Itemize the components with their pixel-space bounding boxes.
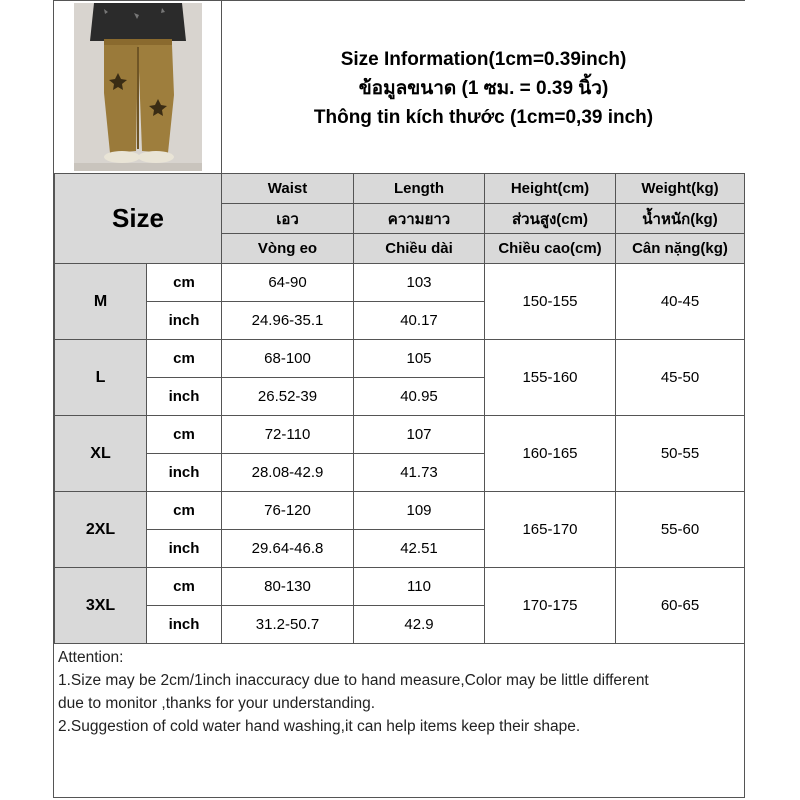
table-row: [55, 340, 745, 378]
unit-inch: inch: [147, 302, 222, 340]
column-header-height-en: Height(cm): [485, 174, 616, 204]
length-cm: 107: [354, 416, 485, 454]
unit-inch: inch: [147, 454, 222, 492]
waist-inch: 29.64-46.8: [222, 530, 354, 568]
waist-cm: 64-90: [222, 264, 354, 302]
table-row: [55, 492, 745, 530]
unit-cm: cm: [147, 340, 222, 378]
column-header-weight-en: Weight(kg): [616, 174, 745, 204]
weight-range: 50-55: [616, 416, 745, 492]
unit-cm: cm: [147, 492, 222, 530]
column-header-height-th: ส่วนสูง(cm): [485, 204, 616, 234]
height-range: 170-175: [485, 568, 616, 644]
height-range: 160-165: [485, 416, 616, 492]
column-header-length-th: ความยาว: [354, 204, 485, 234]
note-line: due to monitor ,thanks for your understanding.: [58, 695, 376, 712]
size-chart-sheet: [53, 0, 745, 798]
note-line: 1.Size may be 2cm/1inch inaccuracy due to hand measure,Color may be little different: [58, 672, 649, 689]
column-header-weight-vi: Cân nặng(kg): [616, 234, 745, 264]
waist-cm: 68-100: [222, 340, 354, 378]
weight-range: 60-65: [616, 568, 745, 644]
length-cm: 110: [354, 568, 485, 606]
table-row: [55, 416, 745, 454]
waist-inch: 28.08-42.9: [222, 454, 354, 492]
size-header: Size: [55, 174, 222, 264]
height-range: 155-160: [485, 340, 616, 416]
length-cm: 109: [354, 492, 485, 530]
title-thai: ข้อมูลขนาด (1 ซม. = 0.39 นิ้ว): [358, 77, 609, 99]
length-cm: 105: [354, 340, 485, 378]
weight-range: 55-60: [616, 492, 745, 568]
length-inch: 41.73: [354, 454, 485, 492]
size-label-3xl: 3XL: [55, 568, 147, 644]
waist-cm: 72-110: [222, 416, 354, 454]
column-header-height-vi: Chiều cao(cm): [485, 234, 616, 264]
waist-inch: 26.52-39: [222, 378, 354, 416]
length-inch: 40.17: [354, 302, 485, 340]
note-line: 2.Suggestion of cold water hand washing,it can help items keep their shape.: [58, 718, 581, 735]
column-header-length-en: Length: [354, 174, 485, 204]
waist-cm: 76-120: [222, 492, 354, 530]
height-range: 150-155: [485, 264, 616, 340]
unit-cm: cm: [147, 264, 222, 302]
column-header-waist-vi: Vòng eo: [222, 234, 354, 264]
waist-cm: 80-130: [222, 568, 354, 606]
unit-cm: cm: [147, 416, 222, 454]
attention-notes: [54, 642, 744, 738]
product-photo: [74, 3, 202, 171]
length-inch: 40.95: [354, 378, 485, 416]
column-header-waist-en: Waist: [222, 174, 354, 204]
weight-range: 45-50: [616, 340, 745, 416]
height-range: 165-170: [485, 492, 616, 568]
column-header-weight-th: น้ำหนัก(kg): [616, 204, 745, 234]
size-label-xl: XL: [55, 416, 147, 492]
table-row: [55, 264, 745, 302]
unit-cm: cm: [147, 568, 222, 606]
table-row: [55, 568, 745, 606]
title-box: [221, 1, 745, 173]
size-table: [54, 173, 745, 644]
title-vietnamese: Thông tin kích thước (1cm=0,39 inch): [313, 106, 654, 128]
column-header-length-vi: Chiều dài: [354, 234, 485, 264]
weight-range: 40-45: [616, 264, 745, 340]
size-label-l: L: [55, 340, 147, 416]
unit-inch: inch: [147, 606, 222, 644]
length-cm: 103: [354, 264, 485, 302]
size-label-m: M: [55, 264, 147, 340]
unit-inch: inch: [147, 378, 222, 416]
title-english: Size Information(1cm=0.39inch): [340, 48, 627, 70]
waist-inch: 24.96-35.1: [222, 302, 354, 340]
length-inch: 42.51: [354, 530, 485, 568]
length-inch: 42.9: [354, 606, 485, 644]
size-label-2xl: 2XL: [55, 492, 147, 568]
waist-inch: 31.2-50.7: [222, 606, 354, 644]
notes-heading: Attention:: [58, 649, 124, 666]
unit-inch: inch: [147, 530, 222, 568]
column-header-waist-th: เอว: [222, 204, 354, 234]
